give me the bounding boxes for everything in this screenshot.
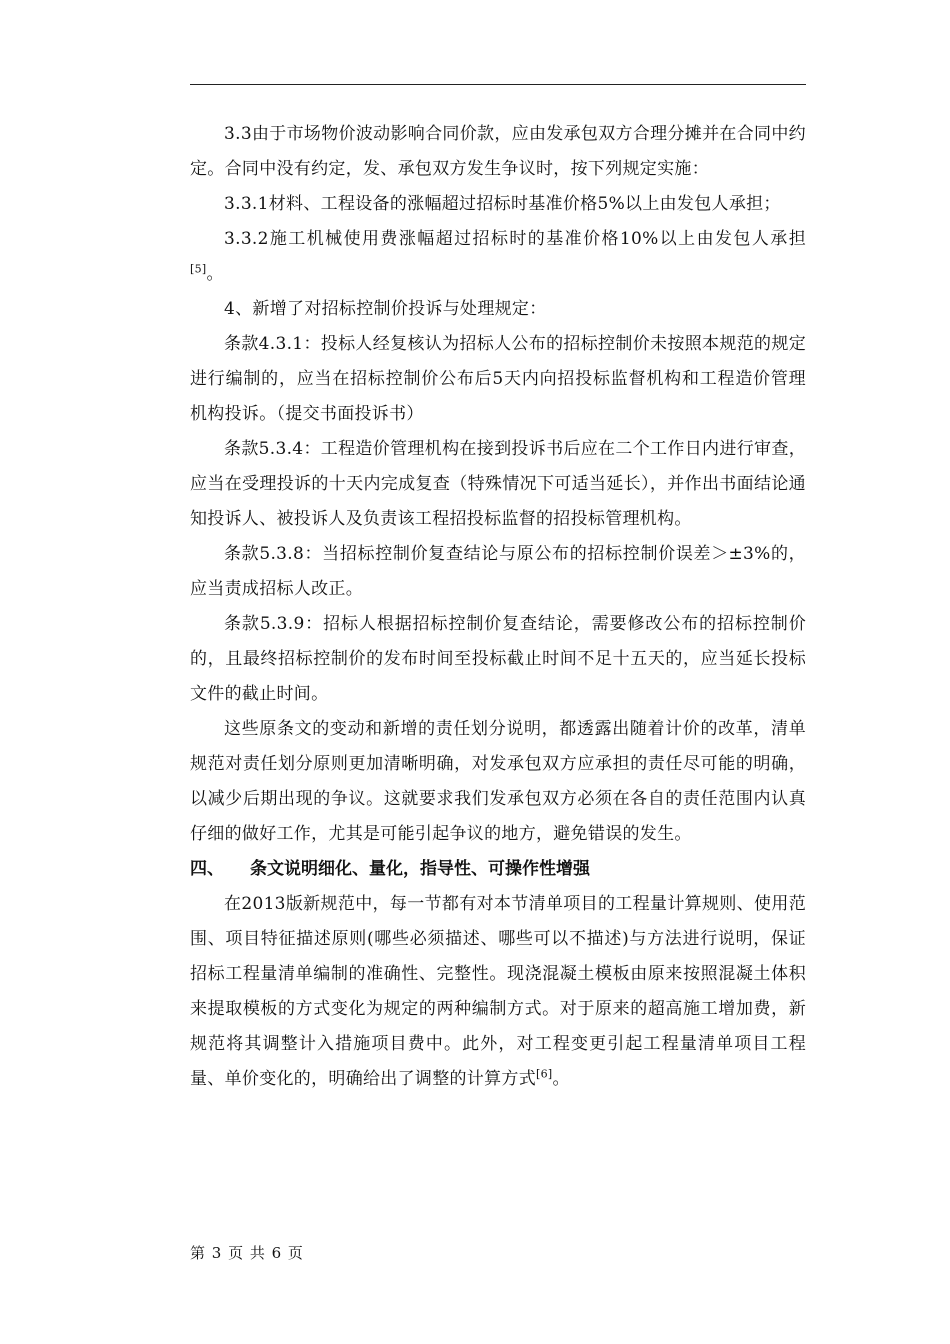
section-heading xyxy=(190,852,806,887)
paragraph-summary: 这些原条文的变动和新增的责任划分说明，都透露出随着计价的改革，清单规范对责任划分原则更加清晰明确，对发承包双方应承担的责任尽可能的明确，以减少后期出现的争议。这就要求我们发承包双方必须在各自的责任范围内认真仔细的做好工作，尤其是可能引起争议的地方，避免错误的发生。 xyxy=(190,719,806,844)
document-body xyxy=(190,117,806,1097)
paragraph-clause-5-3-4: 条款5.3.4：工程造价管理机构在接到投诉书后应在二个工作日内进行审查，应当在受理投诉的十天内完成复查（特殊情况下可适当延长），并作出书面结论通知投诉人、被投诉人及负责该工程招投标监督的招投标管理机构。 xyxy=(190,439,806,529)
citation-ref: [6] xyxy=(536,1067,553,1081)
paragraph-3-3-2: 3.3.2施工机械使用费涨幅超过招标时的基准价格10%以上由发包人承担[5]。 xyxy=(190,229,806,284)
citation-ref: [5] xyxy=(190,262,207,276)
paragraph-3-3-1: 3.3.1材料、工程设备的涨幅超过招标时基准价格5%以上由发包人承担； xyxy=(224,194,781,214)
page-footer: 第 3 页 共 6 页 xyxy=(190,1244,304,1262)
paragraph-clause-5-3-8: 条款5.3.8：当招标控制价复查结论与原公布的招标控制价误差＞±3%的，应当责成招标人改正。 xyxy=(190,544,806,599)
section-title: 条文说明细化、量化，指导性、可操作性增强 xyxy=(250,859,590,879)
header-rule xyxy=(190,84,806,85)
paragraph-2013-spec: 在2013版新规范中，每一节都有对本节清单项目的工程量计算规则、使用范围、项目特征描述原则(哪些必须描述、哪些可以不描述)与方法进行说明，保证招标工程量清单编制的准确性、完整性。现浇混凝土模板由原来按照混凝土体积来提取模板的方式变化为规定的两种编制方式。对于原来的超高施工增加费，新规范将其调整计入措施项目费中。此外，对工程变更引起工程量清单项目工程量、单价变化的，明确给出了调整的计算方式[6]。 xyxy=(190,894,806,1089)
paragraph-item-4: 4、新增了对招标控制价投诉与处理规定： xyxy=(224,299,547,319)
paragraph-clause-4-3-1: 条款4.3.1：投标人经复核认为招标人公布的招标控制价未按照本规范的规定进行编制的，应当在招标控制价公布后5天内向招投标监督机构和工程造价管理机构投诉。（提交书面投诉书） xyxy=(190,334,806,424)
paragraph-3-3: 3.3由于市场物价波动影响合同价款，应由发承包双方合理分摊并在合同中约定。合同中没有约定，发、承包双方发生争议时，按下列规定实施： xyxy=(190,124,806,179)
section-number: 四、 xyxy=(190,859,224,879)
paragraph-clause-5-3-9: 条款5.3.9：招标人根据招标控制价复查结论，需要修改公布的招标控制价的，且最终招标控制价的发布时间至投标截止时间不足十五天的，应当延长投标文件的截止时间。 xyxy=(190,614,806,704)
